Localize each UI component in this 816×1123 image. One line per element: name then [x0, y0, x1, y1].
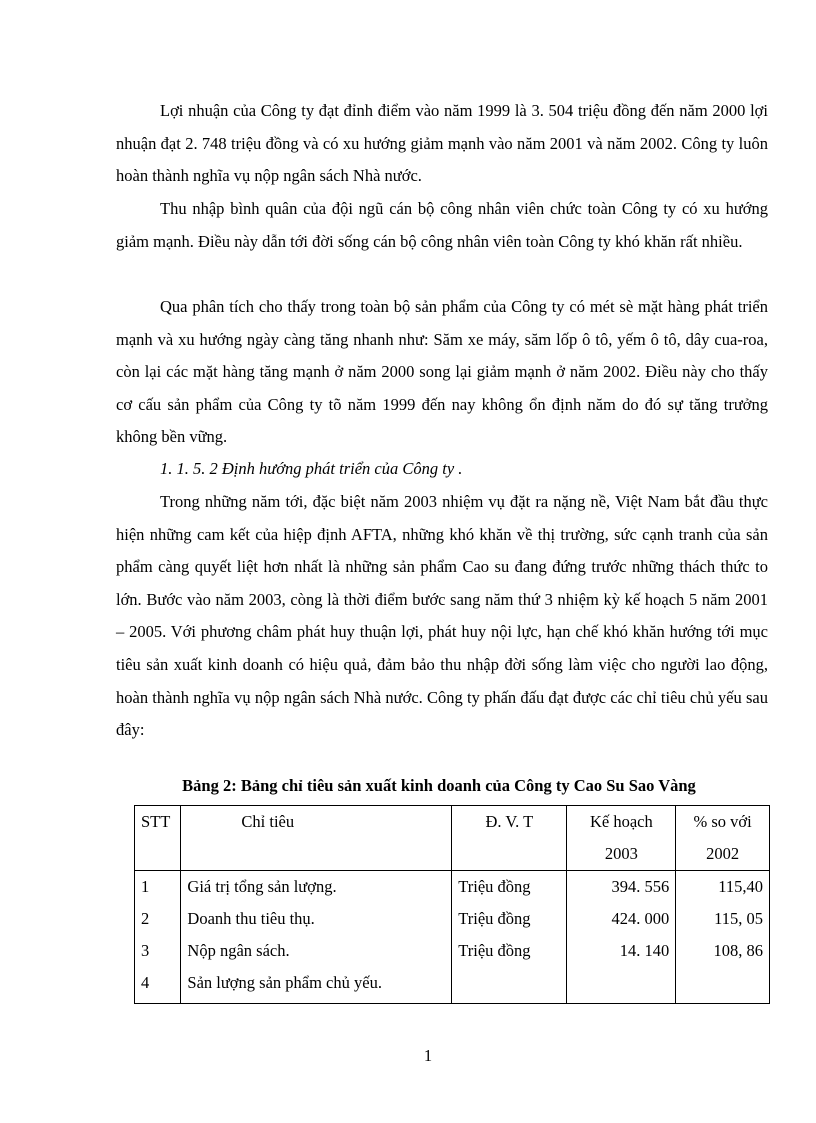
paragraph-profit: Lợi nhuận của Công ty đạt đỉnh điểm vào năm 1999 là 3. 504 triệu đồng đến năm 2000 lợi nhuận đạt 2. 748 triệu đồng và có xu hướng giảm mạnh vào năm 2001 và năm 2002. Công ty luôn hoàn thành nghĩa vụ nộp ngân sách Nhà nước. — [116, 101, 768, 186]
header-percent — [676, 806, 770, 871]
paragraph-product-analysis: Qua phân tích cho thấy trong toàn bộ sản phẩm của Công ty có mét sè mặt hàng phát triển mạnh và xu hướng ngày càng tăng nhanh như: Săm xe máy, săm lốp ô tô, yếm ô tô, dây cua-roa, còn lại các mặt hàng tăng mạnh ở năm 2000 song lại giảm mạnh ở năm 2002. Điều này cho thấy cơ cấu sản phẩm của Công ty tõ năm 1999 đến nay không ổn định năm do đó sự tăng trưởng không bền vững. — [116, 297, 768, 447]
cell-stt: 2 — [135, 903, 181, 935]
cell-indicator: Doanh thu tiêu thụ. — [181, 903, 452, 935]
header-unit: Đ. V. T — [452, 806, 567, 871]
cell-unit — [452, 967, 567, 1004]
cell-unit: Triệu đồng — [452, 871, 567, 904]
table-row — [135, 903, 770, 935]
cell-plan — [567, 967, 676, 1004]
header-stt: STT — [135, 806, 181, 871]
cell-indicator: Sản lượng sản phẩm chủ yếu. — [181, 967, 452, 1004]
table-row — [135, 871, 770, 904]
cell-indicator: Nộp ngân sách. — [181, 935, 452, 967]
header-plan-line2: 2003 — [604, 844, 638, 863]
table-header-row — [135, 806, 770, 871]
cell-stt: 1 — [135, 871, 181, 904]
header-plan-line1: Kế hoạch — [589, 812, 653, 831]
header-indicator: Chỉ tiêu — [181, 806, 452, 871]
cell-stt: 4 — [135, 967, 181, 1004]
cell-plan: 14. 140 — [567, 935, 676, 967]
cell-unit: Triệu đồng — [452, 903, 567, 935]
cell-stt: 3 — [135, 935, 181, 967]
cell-percent: 115,40 — [676, 871, 770, 904]
table-row — [135, 967, 770, 1004]
header-percent-line1: % so với — [693, 812, 752, 831]
cell-percent: 108, 86 — [676, 935, 770, 967]
cell-percent: 115, 05 — [676, 903, 770, 935]
table-title: Bảng 2: Bảng chỉ tiêu sản xuất kinh doanh của Công ty Cao Su Sao Vàng — [182, 776, 696, 795]
section-heading: 1. 1. 5. 2 Định hướng phát triển của Công ty . — [160, 459, 463, 478]
header-plan — [567, 806, 676, 871]
page-number: 1 — [423, 1046, 433, 1065]
indicator-table — [134, 805, 770, 1004]
cell-percent — [676, 967, 770, 1004]
paragraph-development-orientation: Trong những năm tới, đặc biệt năm 2003 nhiệm vụ đặt ra nặng nề, Việt Nam bắt đầu thực hiện những cam kết của hiệp định AFTA, những khó khăn về thị trường, sức cạnh tranh của sản phẩm càng quyết liệt hơn nhất là những sản phẩm Cao su đang đứng trước những thách thức to lớn. Bước vào năm 2003, còng là thời điểm bước sang năm thứ 3 nhiệm kỳ kế hoạch 5 năm 2001 – 2005. Với phương châm phát huy thuận lợi, phát huy nội lực, hạn chế khó khăn hướng tới mục tiêu sản xuất kinh doanh có hiệu quả, đảm bảo thu nhập đời sống làm việc cho người lao động, hoàn thành nghĩa vụ nộp ngân sách Nhà nước. Công ty phấn đấu đạt được các chỉ tiêu chủ yếu sau đây: — [116, 492, 768, 740]
cell-plan: 394. 556 — [567, 871, 676, 904]
header-percent-line2: 2002 — [706, 844, 740, 863]
cell-plan: 424. 000 — [567, 903, 676, 935]
paragraph-income: Thu nhập bình quân của đội ngũ cán bộ công nhân viên chức toàn Công ty có xu hướng giảm mạnh. Điều này dẫn tới đời sống cán bộ công nhân viên toàn Công ty khó khăn rất nhiều. — [116, 199, 768, 251]
cell-indicator: Giá trị tổng sản lượng. — [181, 871, 452, 904]
cell-unit: Triệu đồng — [452, 935, 567, 967]
table-row — [135, 935, 770, 967]
